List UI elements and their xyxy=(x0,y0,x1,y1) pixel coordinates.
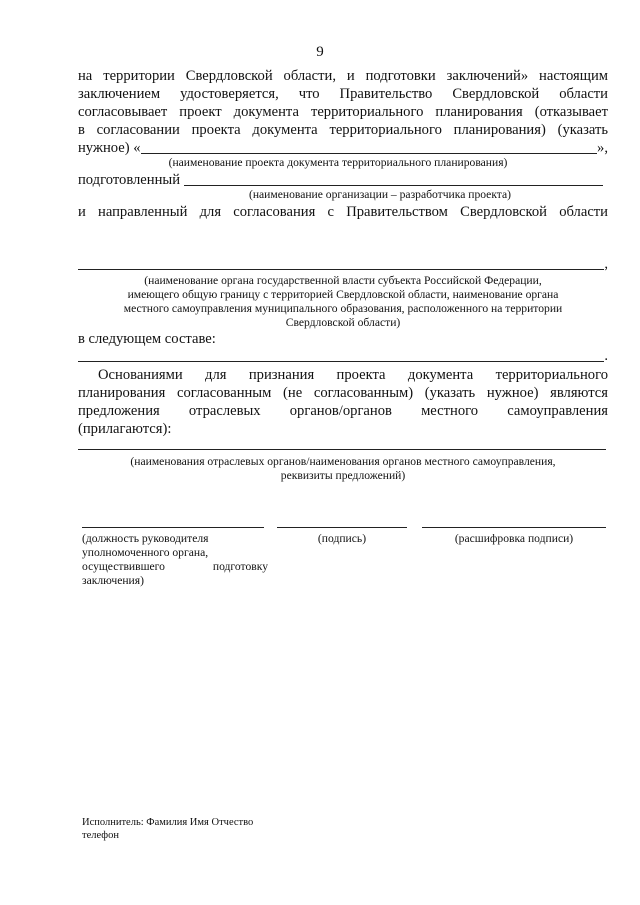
composition-label: в следующем составе: xyxy=(78,331,216,347)
prepared-label: подготовленный xyxy=(78,172,181,188)
grounds-line-1: Основаниями для признания проекта документа территориального xyxy=(98,367,608,383)
intro-line-5-prefix: нужное) « xyxy=(78,140,141,156)
caption-authority-line-2: имеющего общую границу с территорией Свердловской области, наименование органа xyxy=(127,288,559,301)
signature-blank[interactable] xyxy=(277,527,407,528)
caption-bodies-line-1: (наименования отраслевых органов/наименования органов местного самоуправления, xyxy=(130,455,556,468)
composition-blank[interactable] xyxy=(78,361,604,362)
signature-caption: (подпись) xyxy=(317,532,367,545)
caption-authority-line-3: местного самоуправления муниципального образования, расположенного на территории xyxy=(123,302,563,315)
authority-blank[interactable] xyxy=(78,269,604,270)
caption-developer: (наименование организации – разработчика проекта) xyxy=(248,188,512,201)
composition-field[interactable] xyxy=(78,348,608,365)
caption-authority-line-4: Свердловской области) xyxy=(285,316,401,329)
grounds-line-3: предложения отраслевых органов/органов местного самоуправления xyxy=(78,403,608,419)
position-line-4: заключения) xyxy=(82,574,144,587)
position-line-3a: осуществившего xyxy=(82,560,165,573)
developer-field[interactable] xyxy=(78,172,603,189)
composition-blank-period: . xyxy=(604,348,608,364)
bodies-blank[interactable] xyxy=(78,449,606,450)
intro-line-1: на территории Свердловской области, и подготовки заключений» настоящим xyxy=(78,68,608,84)
grounds-line-2: планирования согласованным (не согласованным) (указать нужное) являются xyxy=(78,385,608,401)
page-number: 9 xyxy=(316,44,324,60)
position-line-1: (должность руководителя xyxy=(82,532,209,545)
intro-line-3: согласовывает проект документа территориального планирования (отказывает xyxy=(78,104,608,120)
intro-line-2: заключением удостоверяется, что Правительство Свердловской области xyxy=(78,86,608,102)
intro-line-4: в согласовании проекта документа территориального планирования) (указать xyxy=(78,122,608,138)
developer-blank[interactable] xyxy=(184,185,603,186)
decode-caption: (расшифровка подписи) xyxy=(454,532,574,545)
authority-field[interactable] xyxy=(78,256,608,273)
position-blank[interactable] xyxy=(82,527,264,528)
executor-phone: телефон xyxy=(82,830,119,841)
intro-line-5-suffix: », xyxy=(597,140,608,156)
position-line-3b: подготовку xyxy=(212,560,268,573)
project-name-field[interactable] xyxy=(78,140,608,157)
authority-blank-comma: , xyxy=(604,256,608,272)
decode-blank[interactable] xyxy=(422,527,606,528)
position-line-3 xyxy=(82,560,268,574)
position-line-2: уполномоченного органа, xyxy=(82,546,209,559)
caption-bodies-line-2: реквизиты предложений) xyxy=(280,469,406,482)
sent-line: и направленный для согласования с Правительством Свердловской области xyxy=(78,204,608,220)
caption-authority-line-1: (наименование органа государственной власти субъекта Российской Федерации, xyxy=(144,274,542,287)
grounds-line-4: (прилагаются): xyxy=(78,421,172,437)
executor-name: Исполнитель: Фамилия Имя Отчество xyxy=(82,817,254,828)
project-name-blank[interactable] xyxy=(141,153,597,154)
position-caption xyxy=(82,532,268,588)
caption-project-name: (наименование проекта документа территориального планирования) xyxy=(168,156,508,169)
